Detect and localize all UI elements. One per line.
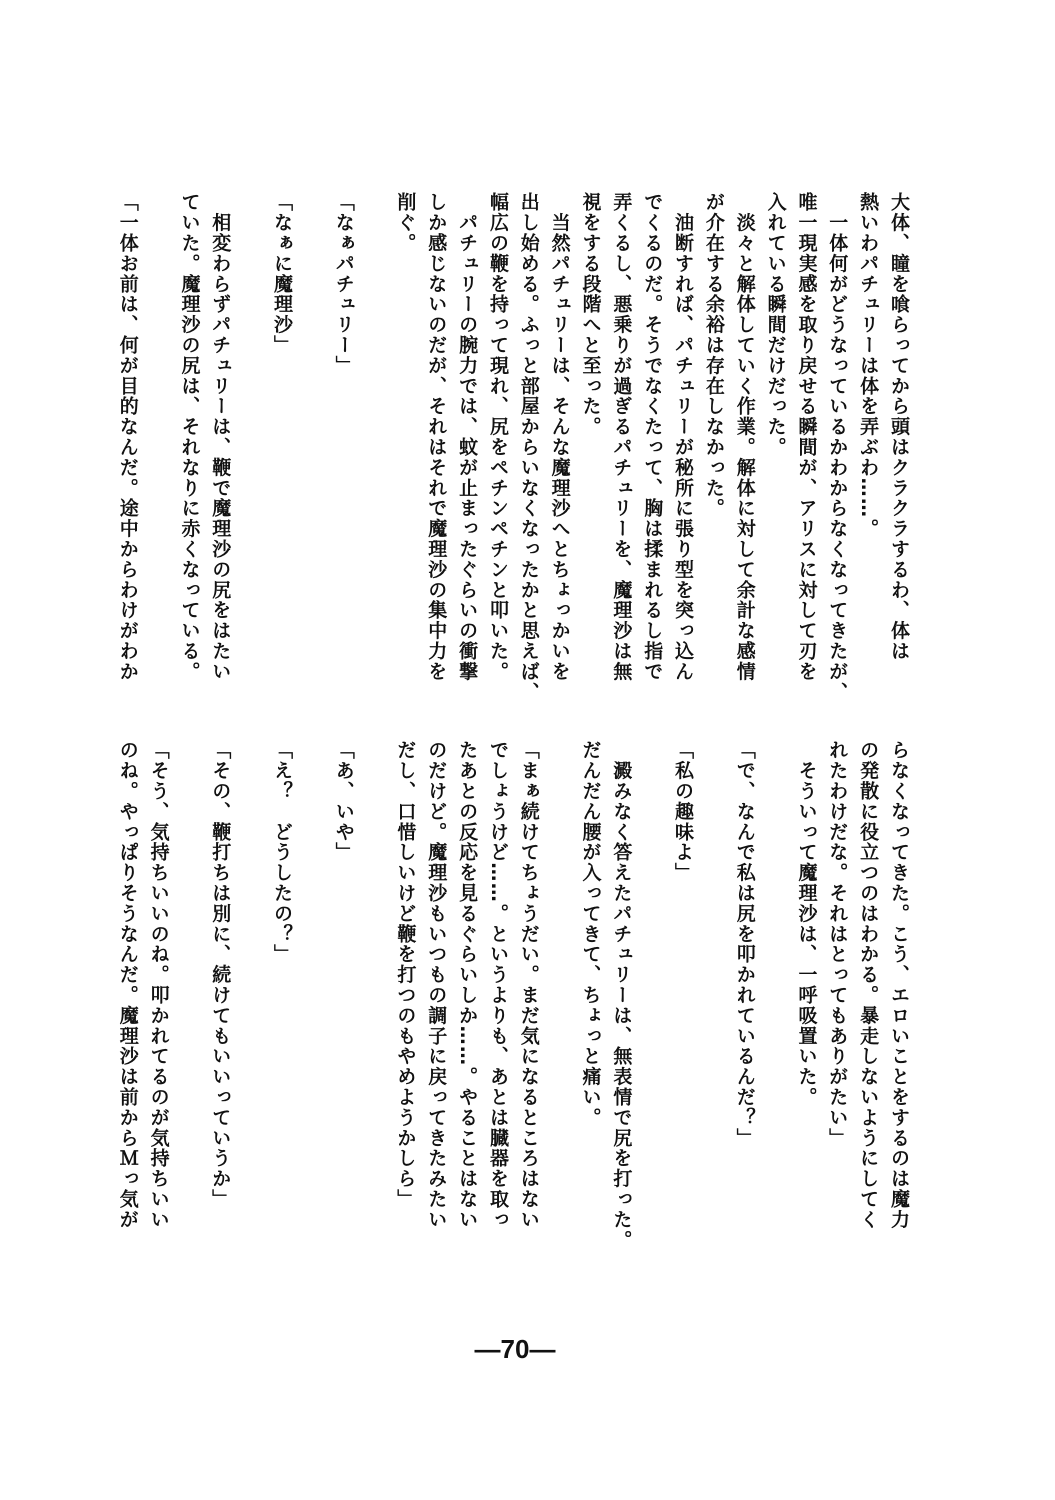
text-column: でしょうけど……。というよりも、あとは臓器を取っ: [486, 740, 509, 1230]
text-column: 「なぁに魔理沙」: [271, 192, 293, 356]
text-column: 視をする段階へと至った。: [579, 192, 602, 437]
text-column: れたわけだな。それはとってもありがたい」: [826, 740, 849, 1148]
text-column: らなくなってきた。こう、エロいことをするのは魔力: [888, 740, 910, 1230]
text-column: しか感じないのだが、それはそれで魔理沙の集中力を: [425, 192, 448, 682]
page-number: —70—: [474, 1334, 556, 1364]
text-column: 相変わらずパチュリーは、鞭で魔理沙の尻をはたい: [209, 192, 232, 682]
text-column: 淡々と解体していく作業。解体に対して余計な感情: [733, 192, 756, 682]
text-column: 「まぁ続けてちょうだい。まだ気になるところはない: [517, 740, 540, 1230]
text-column: 弄くるし、悪乗りが過ぎるパチュリーを、魔理沙は無: [610, 192, 633, 682]
text-column: 当然パチュリーは、そんな魔理沙へとちょっかいを: [548, 192, 571, 682]
text-column: そういって魔理沙は、一呼吸置いた。: [795, 740, 818, 1108]
text-column: 一体何がどうなっているかわからなくなってきたが、: [826, 192, 849, 702]
text-column: 唯一現実感を取り戻せる瞬間が、アリスに対して刃を: [795, 192, 818, 682]
text-column: 「その、鞭打ちは別に、続けてもいいっていうか」: [209, 740, 232, 1210]
text-column: パチュリーの腕力では、蚊が止まったぐらいの衝撃: [456, 192, 479, 682]
text-column: 出し始める。ふっと部屋からいなくなったかと思えば、: [517, 192, 540, 702]
text-column: ていた。魔理沙の尻は、それなりに赤くなっている。: [178, 192, 201, 682]
text-column: 「一体お前は、何が目的なんだ。途中からわけがわか: [116, 192, 139, 682]
text-column: 「あ、いや」: [332, 740, 355, 863]
text-column: のね。やっぱりそうなんだ。魔理沙は前からＭっ気が: [116, 740, 139, 1230]
text-column: 大体、瞳を喰らってから頭はクラクラするわ、体は: [888, 192, 910, 662]
text-column: 澱みなく答えたパチュリーは、無表情で尻を打った。: [610, 740, 633, 1250]
text-column: が介在する余裕は存在しなかった。: [702, 192, 725, 519]
text-column: たあとの反応を見るぐらいしか……。やることはない: [456, 740, 479, 1230]
text-column: 「なぁパチュリー」: [332, 192, 355, 376]
text-column: 「そう、気持ちいいのね。叩かれてるのが気持ちいい: [147, 740, 170, 1230]
text-column: 入れている瞬間だけだった。: [764, 192, 787, 458]
text-column: 「私の趣味よ」: [672, 740, 695, 883]
text-column: 熱いわパチュリーは体を弄ぶわ……。: [857, 192, 880, 539]
text-column: だんだん腰が入ってきて、ちょっと痛い。: [579, 740, 602, 1128]
text-column: の発散に役立つのはわかる。暴走しないようにしてく: [857, 740, 880, 1230]
text-column: でくるのだ。そうでなくたって、胸は揉まれるし指で: [641, 192, 664, 682]
text-column: 削ぐ。: [394, 192, 417, 254]
text-column: のだけど。魔理沙もいつもの調子に戻ってきたみたい: [425, 740, 448, 1230]
text-column: 「え？ どうしたの？」: [271, 740, 293, 965]
text-column: 「で、なんで私は尻を叩かれているんだ？」: [733, 740, 756, 1148]
text-column: だし、口惜しいけど鞭を打つのもやめようかしら」: [394, 740, 417, 1210]
text-column: 油断すれば、パチュリーが秘所に張り型を突っ込ん: [672, 192, 695, 682]
text-column: 幅広の鞭を持って現れ、尻をペチンペチンと叩いた。: [486, 192, 509, 682]
